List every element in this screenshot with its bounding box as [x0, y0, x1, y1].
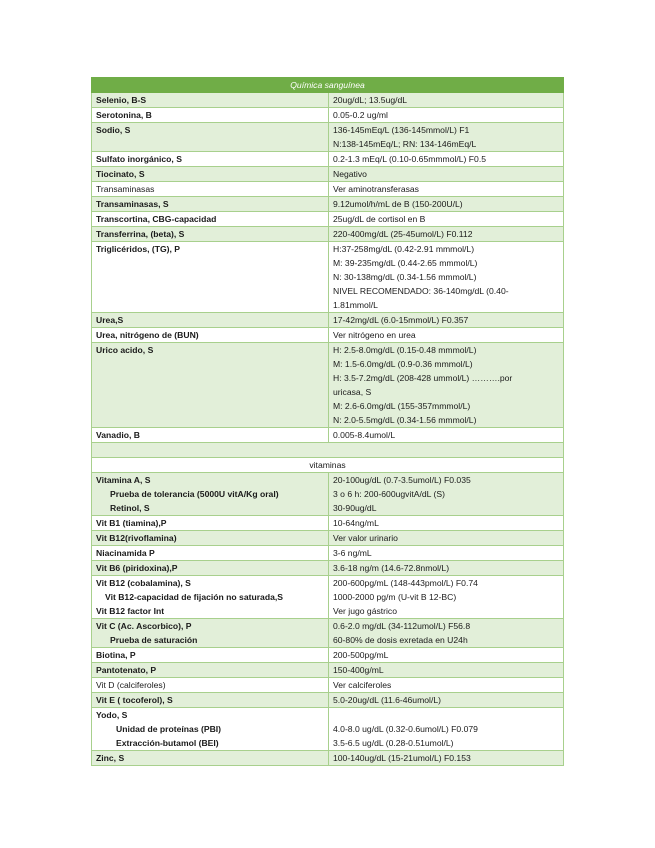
- table-row: [92, 343, 564, 428]
- value-line: 136-145mEq/L (136-145mmol/L) F1: [333, 125, 470, 135]
- analyte-subline: Unidad de proteínas (PBI): [116, 724, 222, 734]
- reference-value: Ver calciferoles: [329, 678, 564, 693]
- table-row: [92, 751, 564, 766]
- value-line: 60-80% de dosis exretada en U24h: [333, 635, 468, 645]
- table-row: [92, 167, 564, 182]
- analyte-name: Triglicéridos, (TG), P: [92, 242, 329, 313]
- analyte-name: Transcortina, CBG-capacidad: [92, 212, 329, 227]
- reference-value: 0.05-0.2 ug/ml: [329, 108, 564, 123]
- analyte-name: Vit E ( tocoferol), S: [92, 693, 329, 708]
- table-row: [92, 516, 564, 531]
- analyte-name: Urea, nitrógeno de (BUN): [92, 328, 329, 343]
- reference-value: 0.2-1.3 mEq/L (0.10-0.65mmmol/L) F0.5: [329, 152, 564, 167]
- reference-value: 9.12umol/h/mL de B (150-200U/L): [329, 197, 564, 212]
- table-row: [92, 693, 564, 708]
- value-line: 1000-2000 pg/m (U-vit B 12-BC): [333, 592, 457, 602]
- value-line: 200-600pg/mL (148-443pmol/L) F0.74: [333, 578, 478, 588]
- table-row: [92, 678, 564, 693]
- table-row: [92, 619, 564, 648]
- spacer-row: [92, 443, 564, 458]
- table-row: [92, 473, 564, 516]
- reference-value: 5.0-20ug/dL (11.6-46umol/L): [329, 693, 564, 708]
- table-row: [92, 708, 564, 751]
- analyte-subline: Prueba de saturación: [110, 635, 198, 645]
- analyte-name: Sodio, S: [92, 123, 329, 152]
- analyte-name: Tiocinato, S: [92, 167, 329, 182]
- reference-value: Negativo: [329, 167, 564, 182]
- analyte-name: Transaminasas, S: [92, 197, 329, 212]
- analyte-name: Vanadio, B: [92, 428, 329, 443]
- table-header-row: [92, 78, 564, 93]
- reference-value: [329, 123, 564, 152]
- reference-value: [329, 708, 564, 751]
- table-row: [92, 313, 564, 328]
- reference-value: 220-400mg/dL (25-45umol/L) F0.112: [329, 227, 564, 242]
- analyte-line: Vitamina A, S: [96, 475, 151, 485]
- reference-value: Ver valor urinario: [329, 531, 564, 546]
- analyte-line: Yodo, S: [96, 710, 128, 720]
- analyte-name: [92, 708, 329, 751]
- table-row: [92, 546, 564, 561]
- value-line: M: 2.6-6.0mg/dL (155-357mmmol/L): [333, 401, 471, 411]
- value-line: 0.6-2.0 mg/dL (34-112umol/L) F56.8: [333, 621, 471, 631]
- table-row: [92, 182, 564, 197]
- reference-value: Ver nitrógeno en urea: [329, 328, 564, 343]
- analyte-subline: Prueba de tolerancia (5000U vitA/Kg oral): [110, 489, 279, 499]
- analyte-name: Vit D (calciferoles): [92, 678, 329, 693]
- reference-value: 20ug/dL; 13.5ug/dL: [329, 93, 564, 108]
- table-row: [92, 428, 564, 443]
- analyte-line: Vit C (Ac. Ascorbico), P: [96, 621, 192, 631]
- analyte-name: Urico acido, S: [92, 343, 329, 428]
- table-row: [92, 242, 564, 313]
- table-row: [92, 108, 564, 123]
- value-line: Ver jugo gástrico: [333, 606, 398, 616]
- section-header-row: [92, 458, 564, 473]
- value-line: uricasa, S: [333, 387, 372, 397]
- table-row: [92, 93, 564, 108]
- reference-table-sheet: [91, 77, 563, 766]
- reference-value: 0.005-8.4umol/L: [329, 428, 564, 443]
- reference-value: [329, 343, 564, 428]
- reference-value: Ver aminotransferasas: [329, 182, 564, 197]
- value-line: [333, 708, 559, 722]
- table-row: [92, 663, 564, 678]
- analyte-name: Zinc, S: [92, 751, 329, 766]
- value-line: N:138-145mEq/L; RN: 134-146mEq/L: [333, 139, 477, 149]
- table-title: Química sanguínea: [92, 78, 564, 93]
- value-line: 4.0-8.0 ug/dL (0.32-0.6umol/L) F0.079: [333, 724, 478, 734]
- analyte-name: Vit B6 (piridoxina),P: [92, 561, 329, 576]
- analyte-subline: Vit B12-capacidad de fijación no saturada,S: [105, 592, 283, 602]
- reference-value: 25ug/dL de cortisol en B: [329, 212, 564, 227]
- table-row: [92, 212, 564, 227]
- analyte-name: Pantotenato, P: [92, 663, 329, 678]
- reference-value: 17-42mg/dL (6.0-15mmol/L) F0.357: [329, 313, 564, 328]
- value-line: M: 1.5-6.0mg/dL (0.9-0.36 mmmol/L): [333, 359, 473, 369]
- analyte-name: [92, 473, 329, 516]
- value-line: N: 2.0-5.5mg/dL (0.34-1.56 mmmol/L): [333, 415, 477, 425]
- value-line: 3 o 6 h: 200-600ugvitA/dL (S): [333, 489, 445, 499]
- value-line: H:37-258mg/dL (0.42-2.91 mmmol/L): [333, 244, 475, 254]
- analyte-name: Vit B1 (tiamina),P: [92, 516, 329, 531]
- reference-value: [329, 242, 564, 313]
- analyte-name: [92, 576, 329, 619]
- analyte-line: Vit B12 (cobalamina), S: [96, 578, 191, 588]
- analyte-subline: Retinol, S: [110, 503, 150, 513]
- value-line: 30-90ug/dL: [333, 503, 377, 513]
- reference-value: [329, 576, 564, 619]
- table-row: [92, 648, 564, 663]
- reference-value: 3.6-18 ng/m (14.6-72.8nmol/L): [329, 561, 564, 576]
- analyte-name: [92, 619, 329, 648]
- value-line: H: 3.5-7.2mg/dL (208-428 ummol/L) ……….por: [333, 373, 513, 383]
- analyte-name: Transaminasas: [92, 182, 329, 197]
- analyte-name: Biotina, P: [92, 648, 329, 663]
- reference-value: 3-6 ng/mL: [329, 546, 564, 561]
- analyte-name: Vit B12(rivoflamina): [92, 531, 329, 546]
- value-line: 3.5-6.5 ug/dL (0.28-0.51umol/L): [333, 738, 454, 748]
- value-line: H: 2.5-8.0mg/dL (0.15-0.48 mmmol/L): [333, 345, 477, 355]
- analyte-subline: Extracción-butamol (BEI): [116, 738, 219, 748]
- analyte-name: Sulfato inorgánico, S: [92, 152, 329, 167]
- reference-value: [329, 473, 564, 516]
- reference-value: 150-400g/mL: [329, 663, 564, 678]
- table-row: [92, 123, 564, 152]
- analyte-name: Transferrina, (beta), S: [92, 227, 329, 242]
- value-line: 1.81mmol/L: [333, 300, 378, 310]
- value-line: N: 30-138mg/dL (0.34-1.56 mmmol/L): [333, 272, 477, 282]
- analyte-name: Selenio, B-S: [92, 93, 329, 108]
- table-row: [92, 328, 564, 343]
- table-row: [92, 152, 564, 167]
- analyte-line: Vit B12 factor Int: [96, 606, 165, 616]
- analyte-name: Urea,S: [92, 313, 329, 328]
- analyte-name: Niacinamida P: [92, 546, 329, 561]
- analyte-name: Serotonina, B: [92, 108, 329, 123]
- table-row: [92, 561, 564, 576]
- value-line: NIVEL RECOMENDADO: 36-140mg/dL (0.40-: [333, 286, 509, 296]
- spacer-cell: [92, 443, 564, 458]
- table-row: [92, 197, 564, 212]
- reference-value: 10-64ng/mL: [329, 516, 564, 531]
- table-row: [92, 227, 564, 242]
- reference-value: 200-500pg/mL: [329, 648, 564, 663]
- value-line: 20-100ug/dL (0.7-3.5umol/L) F0.035: [333, 475, 471, 485]
- table-row: [92, 576, 564, 619]
- reference-value: [329, 619, 564, 648]
- table-row: [92, 531, 564, 546]
- section-title: vitaminas: [92, 458, 564, 473]
- blood-chemistry-table: [91, 77, 564, 766]
- reference-value: 100-140ug/dL (15-21umol/L) F0.153: [329, 751, 564, 766]
- value-line: M: 39-235mg/dL (0.44-2.65 mmmol/L): [333, 258, 478, 268]
